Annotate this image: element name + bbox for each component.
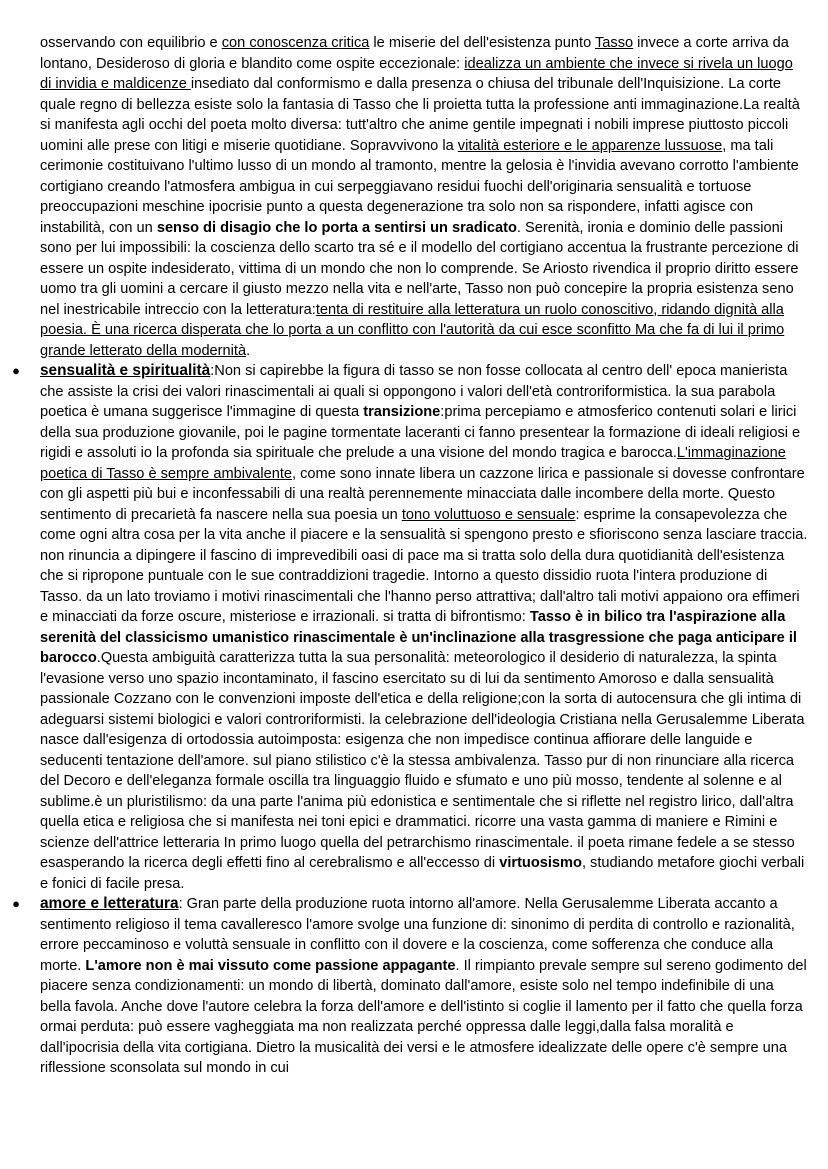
text-run: :Non si capirebbe la figura di tasso se non fosse collocata al centro dell' epoca manierista che assiste la crisi dei valori rinascimentali ai quali si oppongono i valori dell'età controriformistica. la sua parabola poetica è umana suggerisce l'immagine di questa — [40, 363, 788, 420]
text-run: transizione — [363, 404, 441, 420]
list-item-amore — [12, 894, 808, 1079]
text-run: . — [246, 342, 251, 359]
list-item-sensualita — [12, 361, 808, 894]
text-run: senso di disagio che lo porta a sentirsi un sradicato — [156, 219, 517, 236]
text-run: insediato dal conformismo e dalla presenza o chiusa del tribunale dell'Inquisizione. La corte quale regno di bellezza esiste solo la fantasia di Tasso che li proietta tutta la professione anti immaginazione.La realtà si manifesta agli occhi del poeta molto diversa: tutt'altro che anime gentile impegnati i nobili imprese piuttosto piccoli uomini alle prese con litigi e miserie quotidiane. Sopravvivono la — [40, 76, 800, 154]
text-run: :prima percepiamo e atmosferico contenuti solari e lirici della sua produzione giovanile, poi le pagine tormentate laceranti ci fanno presentear la formazione di ideali religiosi e rigidi e assoluti io la profonda sia spirituale che prelude a una visione del mondo tragica e barocca. — [40, 404, 801, 461]
text-run: Tasso — [594, 35, 634, 51]
bullet-icon: ● — [12, 363, 20, 378]
text-run: , ma tali cerimonie costituivano l'ultimo lusso di un mondo al tramonto, mentre la gelosia è l'invidia avevano corrotto l'ambiente cortigiano creando l'atmosfera ambigua in cui serpeggiavano residui fuochi dell'originaria sensualità e tortuose preoccupazioni meschine ipocrisie punto a questa degenerazione tra solo non sa rispondere, infatti agisce con instabilità, con un — [40, 137, 799, 236]
text-run: Tasso è in bilico tra l'aspirazione alla serenità del classicismo umanistico rinascimentale è un'inclinazione alla trasgressione che paga anticipare il barocco — [40, 609, 797, 666]
text-run: . Il rimpianto prevale sempre sul sereno godimento del piacere senza condizionamenti: un mondo di libertà, dominato dall'amore, esiste solo nel tempo indefinibile di una bella favola. Anche dove l'autore celebra la forza dell'amore e dell'istinto si coglie il lamento per il fatto che quella forza ormai perduta: può essere vagheggiata ma non realizzata perché oppressa dalle leggi,dalla falsa moralità e dall'ipocrisia della vita cortigiana. Dietro la musicalità dei versi e le atmosfere idealizzate delle opere c'è sempre una riflessione sconsolata sul mondo in cui — [40, 957, 807, 1076]
text-run: : Gran parte della produzione ruota intorno all'amore. Nella Gerusalemme Liberata accanto a sentimento religioso il tema cavalleresco l'amore svolge una funzione di: sinonimo di perdita di controllo e razionalità, errore peccaminoso e voluttà sensuale in conflitto con il dovere e la coscienza, come sofferenza che conduce alla morte. — [40, 896, 795, 974]
text-run: , come sono innate libera un cazzone lirica e passionale si dovesse confrontare con gli aspetti più bui e inconfessabili di una realtà perennemente minacciata dalle incombere della morte. Questo sentimento di precarietà fa nascere nella sua poesia un — [40, 465, 805, 523]
text-run: tenta di restituire alla letteratura un ruolo conoscitivo, ridando dignità alla poesia. È una ricerca disperata che lo porta a un conflitto con l'autorità da cui esce sconfitto Ma che fa di lui il primo grande letterato della modernità — [40, 301, 785, 359]
bullet-list — [12, 361, 808, 1079]
text-run: , studiando metafore giochi verbali e fonici di facile presa. — [40, 855, 805, 892]
section-heading: sensualità e spiritualità — [40, 362, 211, 379]
paragraph-corte — [40, 33, 808, 361]
text-run: L'amore non è mai vissuto come passione appagante — [85, 957, 456, 974]
text-run: .Questa ambiguità caratterizza tutta la sua personalità: meteorologico il desiderio di naturalezza, la spinta l'evasione verso uno spazio incontaminato, il fascino esercitato su di lui da sentimento Amoroso e dalla sensualità passionale Cozzano con le convenzioni imposte dell'etica e della religione;con la sorta di autocensura che gli intima di adeguarsi sistemi biologici e valori controriformisti. la celebrazione dell'ideologia Cristiana nella Gerusalemme Liberata nasce dall'esigenza di ortodossia autoimposta: esigenza che non impedisce continua affiorare delle languide e seducenti tentazione dell'amore. sul piano stilistico c'è la stessa ambivalenza. Tasso pur di non rinunciare alla ricerca del Decoro e dell'eleganza formale oscilla tra linguaggio fluido e sfumato e uno più mosso, tendente al solenne e al sublime.è un pluristilismo: da una parte l'anima più edonistica e sentimentale che si riflette nel registro lirico, dall'altra quella etica e religiosa che si manifesta nei toni epici e drammatici. ricorre una vasta gamma di maniere e Rimini e scienze dell'attrice letteraria In primo luogo quella del petrarchismo rinascimentale. il poeta rimane fedele a se stesso esasperando la ricerca degli effetti fino al cerebralismo e all'eccesso di — [40, 650, 805, 871]
text-run: tono voluttuoso e sensuale — [401, 506, 576, 523]
section-heading: amore e letteratura — [40, 895, 179, 912]
text-run: invece a corte arriva da lontano, Desideroso di gloria e blandito come ospite eccezionale: — [40, 35, 789, 72]
item-text — [40, 896, 807, 1076]
text-run: virtuosismo — [499, 855, 582, 871]
text-run: le miserie del dell'esistenza punto — [369, 35, 595, 51]
text-run: idealizza un ambiente che invece si rivela un luogo di invidia e maldicenze — [40, 55, 793, 92]
text-run: . Serenità, ironia e dominio delle passioni sono per lui impossibili: la coscienza dello scarto tra sé e il modello del cortigiano accentua la frustrante percezione di essere un ospite indesiderato, vittima di un mondo che non lo comprende. Se Ariosto rivendica il proprio diritto essere uomo tra gli uomini a cercare il giusto mezzo nella vita e nell'arte, Tasso non può concepire la propria esistenza seno nel inestricabile intreccio con la letteratura: — [40, 219, 799, 318]
bullet-icon: ● — [12, 896, 20, 911]
text-run: vitalità esteriore e le apparenze lussuose — [457, 137, 723, 154]
text-run: con conoscenza critica — [221, 35, 370, 51]
item-text — [40, 363, 807, 892]
text-run: : esprime la consapevolezza che come ogni altra cosa per la vita anche il piacere e la sensualità si spengono presto e sfioriscono senza lasciare traccia. non rinuncia a dipingere il fascino di imprevedibili oasi di pace ma si tratta solo della dura quotidianità dell'esistenza che si ripropone puntuale con le sue contraddizioni tragedie. Intorno a questo dissidio ruota l'intera produzione di Tasso. da un lato troviamo i motivi rinascimentali che l'hanno perso attrattiva; dall'altro tali motivi appaiono ora effimeri e minacciati da forze oscure, misteriose e irrazionali. si tratta di bifrontismo: — [40, 506, 808, 625]
text-run: osservando con equilibrio e — [40, 35, 222, 51]
text-run: L'immaginazione poetica di Tasso è sempre ambivalente — [40, 445, 786, 482]
